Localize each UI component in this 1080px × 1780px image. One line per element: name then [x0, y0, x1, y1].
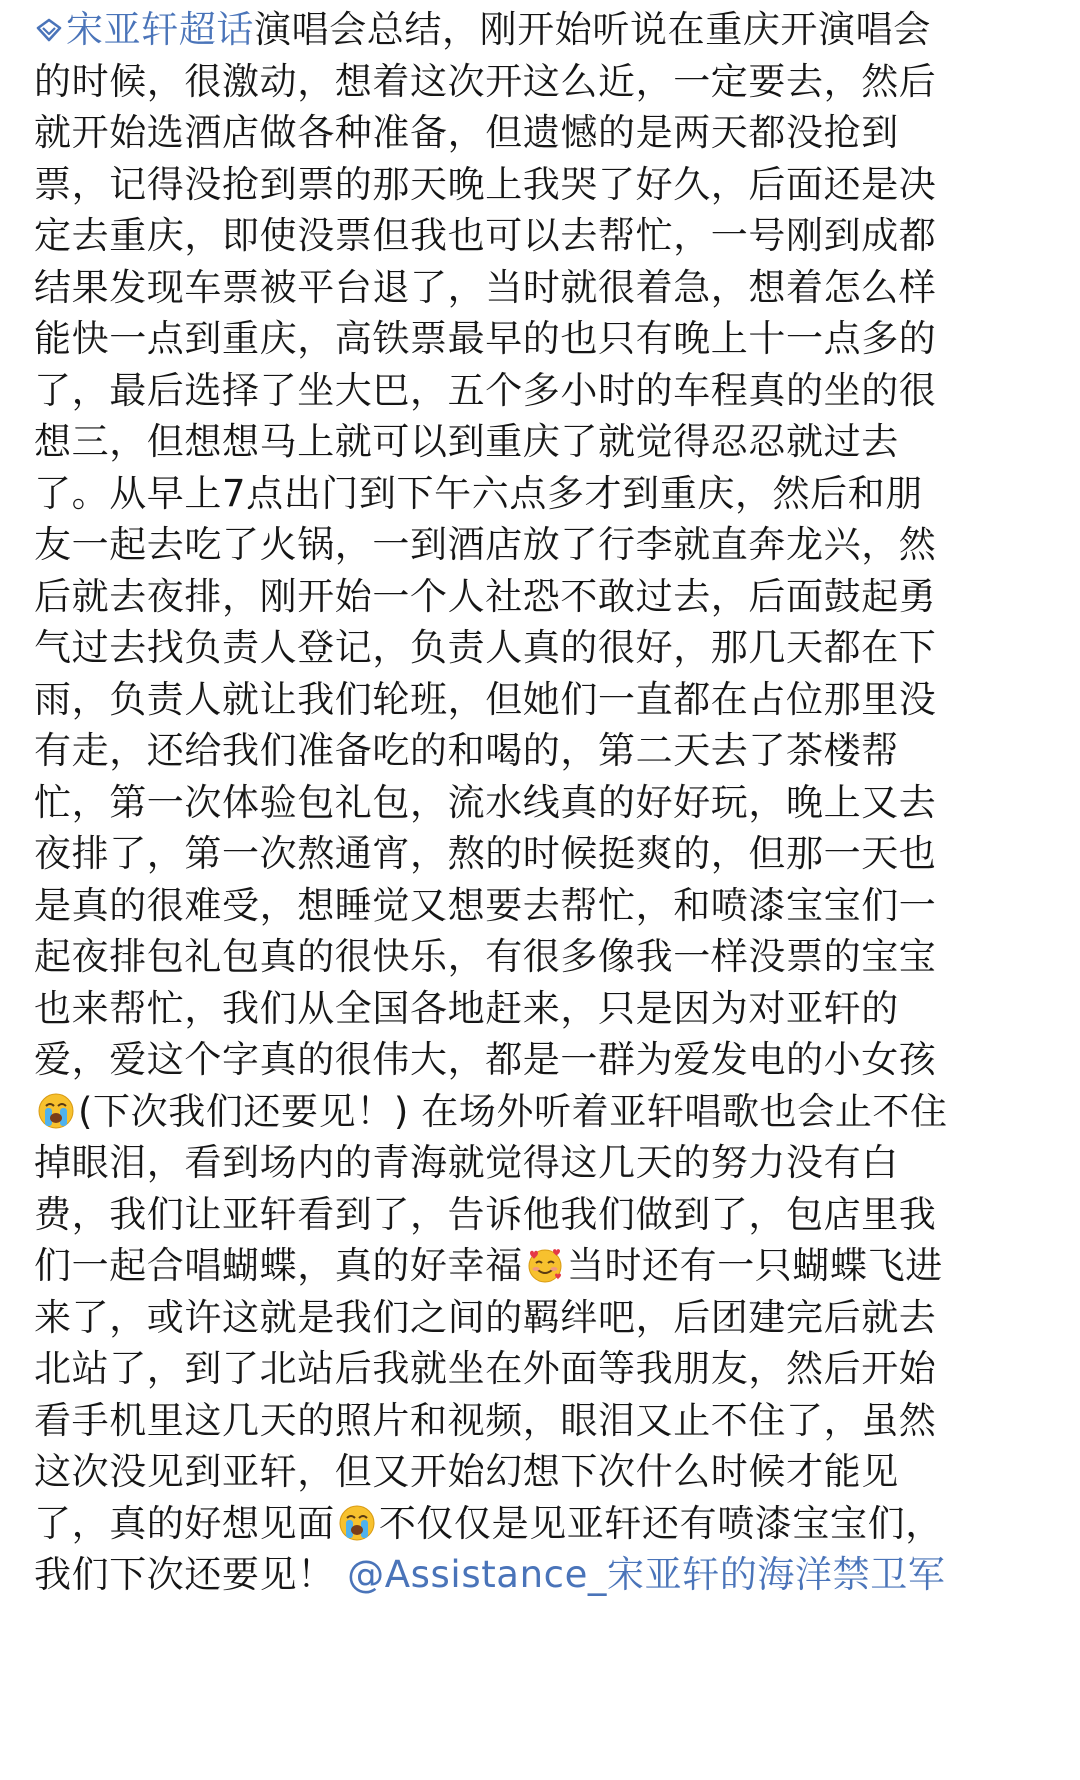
loudly-crying-face-icon [337, 1503, 377, 1543]
text-line: 了。从早上7点出门到下午六点多才到重庆，然后和朋 [34, 471, 923, 515]
text-line [34, 1549, 1046, 1601]
text-span: 了，真的好想见面 [34, 1501, 335, 1545]
text-line: 来了，或许这就是我们之间的羁绊吧，后团建完后就去 [34, 1295, 937, 1339]
text-line: 起夜排包礼包真的很快乐，有很多像我一样没票的宝宝 [34, 935, 937, 978]
text-line: 的时候，很激动，想着这次开这么近，一定要去，然后 [34, 59, 937, 103]
text-line: 掉眼泪，看到场内的青海就觉得这几天的努力没有白 [34, 1141, 899, 1184]
weibo-post-body [34, 4, 1046, 1601]
text-line: 夜排了，第一次熬通宵，熬的时候挺爽的，但那一天也 [34, 832, 937, 875]
loudly-crying-face-icon [36, 1091, 76, 1131]
text-line: 想三，但想想马上就可以到重庆了就觉得忍忍就过去 [34, 420, 899, 463]
text-line: 忙，第一次体验包礼包，流水线真的好好玩，晚上又去 [34, 780, 937, 824]
text-line [34, 1086, 1046, 1138]
text-span: (下次我们还要见！) 在场外听着亚轩唱歌也会止不住 [78, 1089, 948, 1133]
text-line: 气过去找负责人登记，负责人真的很好，那几天都在下 [34, 626, 937, 669]
diamond-topic-icon [34, 15, 64, 45]
text-line: 爱，爱这个字真的很伟大，都是一群为爱发电的小女孩 [34, 1038, 937, 1081]
text-line: 这次没见到亚轩，但又开始幻想下次什么时候才能见 [34, 1450, 899, 1493]
text-line: 雨，负责人就让我们轮班，但她们一直都在占位那里没 [34, 677, 937, 721]
text-line: 结果发现车票被平台退了，当时就很着急，想着怎么样 [34, 265, 937, 309]
text-span: 当时还有一只蝴蝶飞进 [566, 1244, 943, 1287]
text-line: 也来帮忙，我们从全国各地赶来，只是因为对亚轩的 [34, 986, 899, 1030]
text-span: 们一起合唱蝴蝶，真的好幸福 [34, 1244, 523, 1287]
text-span: 我们下次还要见！ [34, 1553, 348, 1596]
text-line: 费，我们让亚轩看到了，告诉他我们做到了，包店里我 [34, 1192, 937, 1236]
topic-label[interactable]: 宋亚轩超话 [66, 8, 254, 51]
text-line: 有走，还给我们准备吃的和喝的，第二天去了茶楼帮 [34, 729, 899, 772]
text-line: 能快一点到重庆，高铁票最早的也只有晚上十一点多的 [34, 317, 937, 360]
text-line [34, 1498, 1046, 1550]
text-span: 不仅仅是见亚轩还有喷漆宝宝们， [378, 1501, 943, 1545]
text-line [34, 1240, 1046, 1292]
text-span: 演唱会总结，刚开始听说在重庆开演唱会 [254, 8, 931, 51]
text-line: 看手机里这几天的照片和视频，眼泪又止不住了，虽然 [34, 1398, 937, 1442]
smiling-face-with-hearts-icon [525, 1245, 565, 1285]
text-line [34, 4, 1046, 56]
text-line: 定去重庆，即使没票但我也可以去帮忙，一号刚到成都 [34, 214, 937, 257]
text-line: 后就去夜排，刚开始一个人社恐不敢过去，后面鼓起勇 [34, 574, 937, 618]
text-line: 就开始选酒店做各种准备，但遗憾的是两天都没抢到 [34, 111, 899, 154]
topic-link[interactable] [34, 8, 254, 51]
text-line: 了，最后选择了坐大巴，五个多小时的车程真的坐的很 [34, 368, 937, 412]
text-line: 票，记得没抢到票的那天晚上我哭了好久，后面还是决 [34, 162, 937, 206]
text-line: 是真的很难受，想睡觉又想要去帮忙，和喷漆宝宝们一 [34, 883, 937, 927]
text-line: 友一起去吃了火锅，一到酒店放了行李就直奔龙兴，然 [34, 523, 937, 566]
text-line: 北站了，到了北站后我就坐在外面等我朋友，然后开始 [34, 1347, 937, 1390]
mention-link[interactable]: @Assistance_宋亚轩的海洋禁卫军 [347, 1553, 946, 1596]
